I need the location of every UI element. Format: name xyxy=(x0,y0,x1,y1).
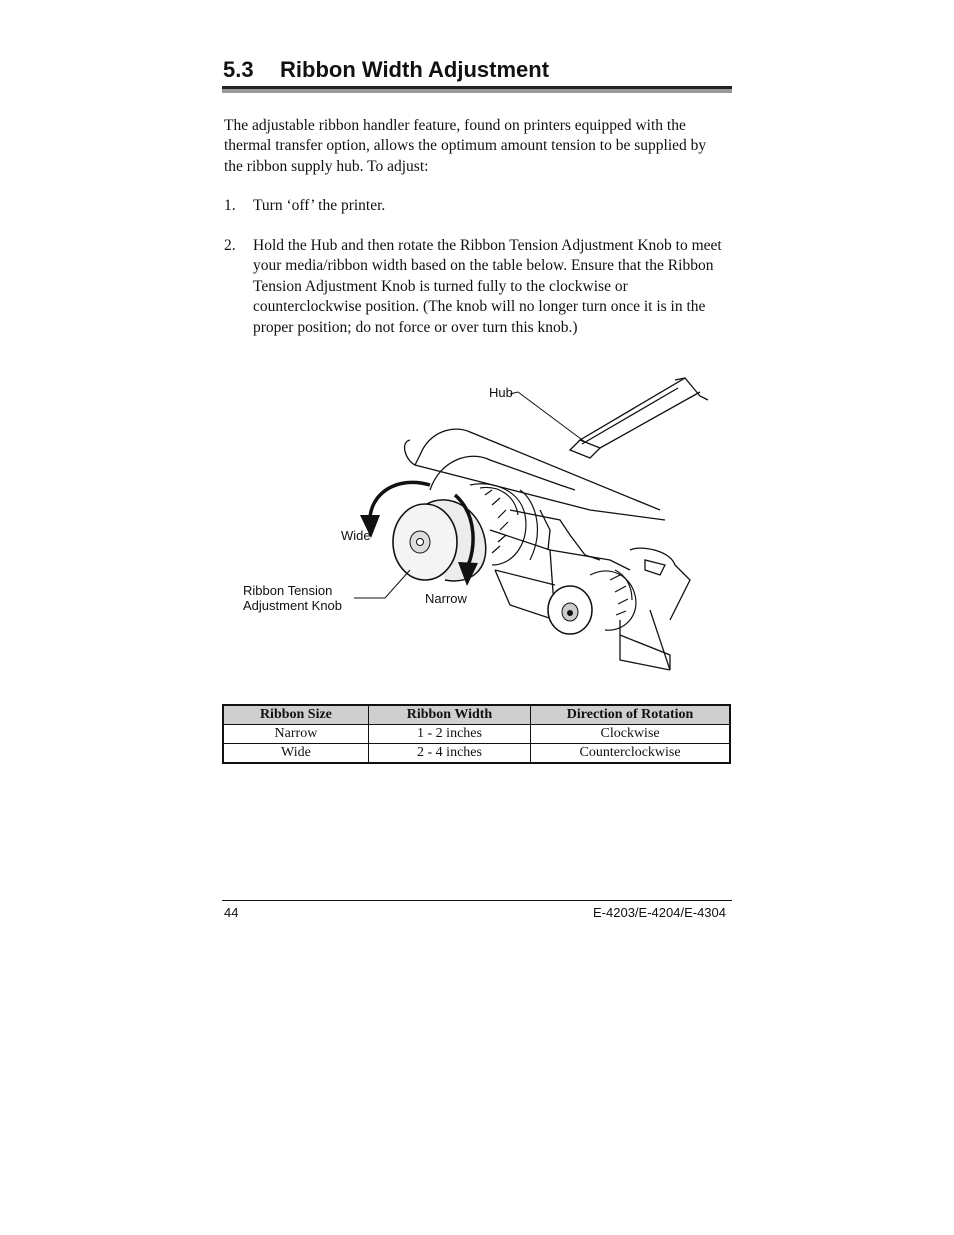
table-cell: Clockwise xyxy=(531,725,730,744)
hub-label: Hub xyxy=(489,385,513,400)
section-title: Ribbon Width Adjustment xyxy=(280,57,550,82)
table-row xyxy=(223,725,730,744)
step-text: Turn ‘off’ the printer. xyxy=(253,197,386,214)
knob-label-line2: Adjustment Knob xyxy=(243,598,343,613)
section-number: 5.3 xyxy=(223,57,254,82)
step-number: 1. xyxy=(224,197,236,214)
ribbon-knob-figure xyxy=(230,370,710,680)
intro-paragraph: The adjustable ribbon handler feature, found on printers equipped with the thermal transfer option, allows the optimum amount tension to be supplied by the ribbon supply hub. To adjust: xyxy=(224,117,707,175)
table-cell: Narrow xyxy=(223,725,368,744)
narrow-label: Narrow xyxy=(425,591,467,606)
table-header-row xyxy=(223,705,730,725)
table-cell: Wide xyxy=(223,744,368,764)
step-text: Hold the Hub and then rotate the Ribbon Tension Adjustment Knob to meet your media/ribbon width based on the table below. Ensure that the Ribbon Tension Adjustment Knob is turned fully to the clockwise or counterclockwise position. (The knob will no longer turn once it is in the proper position; do not force or over turn this knob.) xyxy=(253,237,722,336)
column-header: Ribbon Width xyxy=(368,705,530,725)
knob-label-line1: Ribbon Tension xyxy=(243,583,333,598)
table-cell: Counterclockwise xyxy=(531,744,730,764)
wide-label: Wide xyxy=(341,528,371,543)
column-header: Ribbon Size xyxy=(223,705,368,725)
model-number: E-4203/E-4204/E-4304 xyxy=(593,905,726,920)
page-number: 44 xyxy=(224,905,239,920)
section-heading xyxy=(223,56,731,84)
step-1 xyxy=(224,196,724,217)
table-cell: 2 - 4 inches xyxy=(368,744,530,764)
table-cell: 1 - 2 inches xyxy=(368,725,530,744)
step-number: 2. xyxy=(224,237,236,254)
ribbon-width-table xyxy=(222,704,731,764)
footer-rule xyxy=(222,900,732,901)
table-row xyxy=(223,744,730,764)
printer-mechanism-illustration xyxy=(230,370,710,680)
column-header: Direction of Rotation xyxy=(531,705,730,725)
heading-rule-shadow xyxy=(222,89,732,93)
step-2 xyxy=(224,236,724,360)
